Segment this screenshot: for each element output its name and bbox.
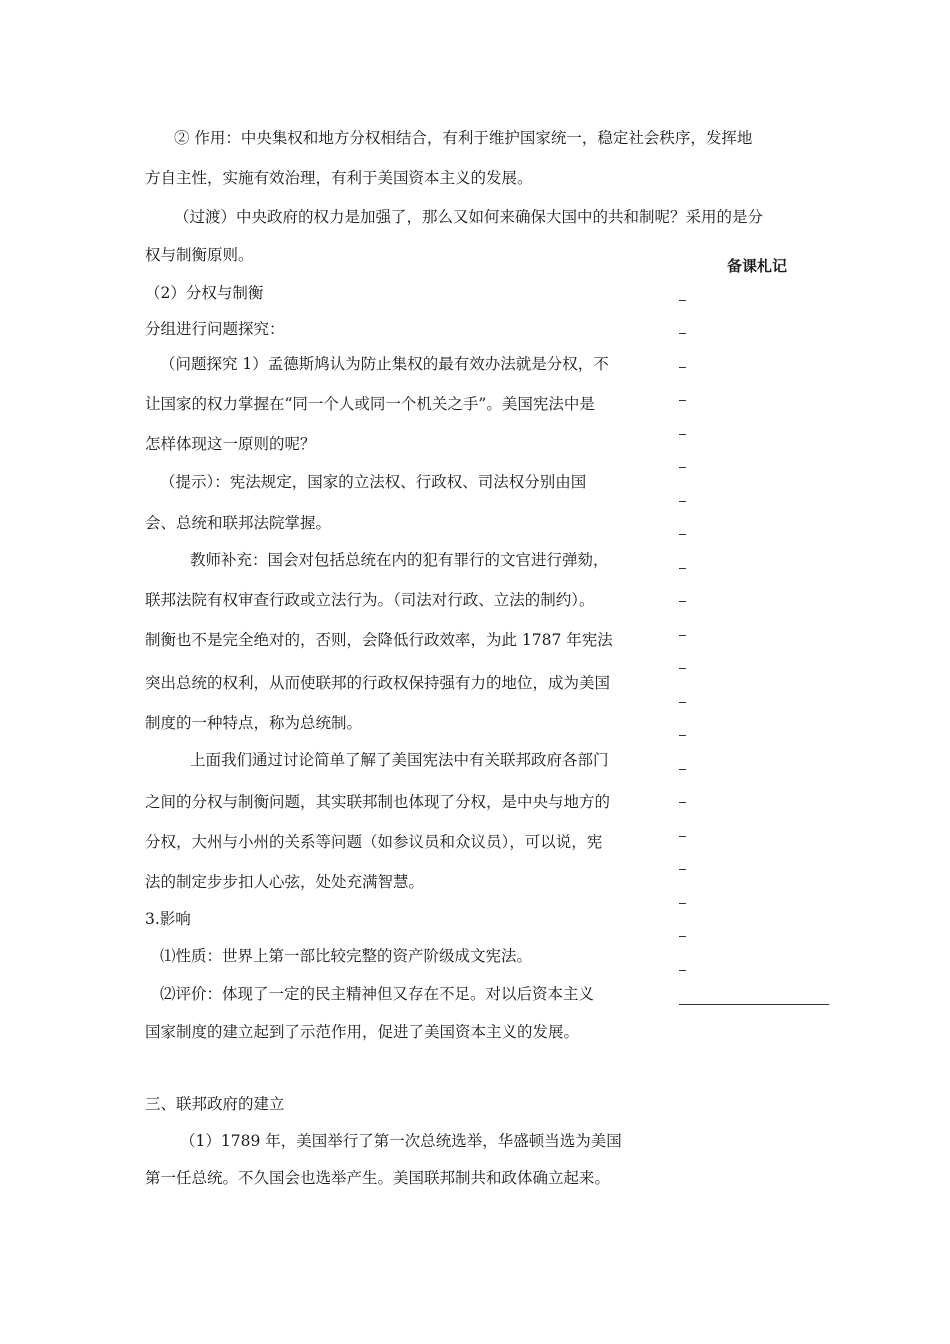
section-heading-federal-government: 三、联邦政府的建立 xyxy=(145,1095,285,1113)
note-line xyxy=(679,367,686,368)
note-line xyxy=(679,568,686,569)
note-line xyxy=(679,668,686,669)
impact-evaluation-line1: ⑵评价：体现了一定的民主精神但又存在不足。对以后资本主义 xyxy=(160,985,595,1003)
para-group-inquiry: 分组进行问题探究： xyxy=(145,320,285,338)
teacher-note-line3: 制衡也不是完全绝对的，否则，会降低行政效率，为此 1787 年宪法 xyxy=(145,631,613,649)
summary-line3: 分权，大州与小州的关系等问题（如参议员和众议员），可以说，宪 xyxy=(145,833,603,851)
note-line xyxy=(679,333,686,334)
impact-evaluation-line2: 国家制度的建立起到了示范作用，促进了美国资本主义的发展。 xyxy=(145,1023,580,1041)
note-line xyxy=(679,735,686,736)
note-line xyxy=(679,467,686,468)
question-1-line1: （问题探究 1）孟德斯鸠认为防止集权的最有效办法就是分权，不 xyxy=(160,355,609,373)
section-heading-separation: （2）分权与制衡 xyxy=(145,284,264,302)
teacher-note-line5: 制度的一种特点，称为总统制。 xyxy=(145,714,363,732)
note-line xyxy=(679,769,686,770)
hint-line1: （提示）：宪法规定，国家的立法权、行政权、司法权分别由国 xyxy=(160,473,587,491)
para-transition-line2: 权与制衡原则。 xyxy=(145,246,254,264)
hint-line2: 会、总统和联邦法院掌握。 xyxy=(145,514,332,532)
note-line xyxy=(679,400,686,401)
question-1-line2: 让国家的权力掌握在“同一个人或同一个机关之手”。美国宪法中是 xyxy=(145,395,595,413)
note-rule xyxy=(679,1004,829,1005)
summary-line4: 法的制定步步扣人心弦，处处充满智慧。 xyxy=(145,873,425,891)
question-1-line3: 怎样体现这一原则的呢？ xyxy=(145,435,316,453)
note-line xyxy=(679,903,686,904)
federal-para-line2: 第一任总统。不久国会也选举产生。美国联邦制共和政体确立起来。 xyxy=(145,1169,611,1187)
note-line xyxy=(679,601,686,602)
note-line xyxy=(679,501,686,502)
note-line xyxy=(679,936,686,937)
note-line xyxy=(679,836,686,837)
note-line xyxy=(679,300,686,301)
para-role-line2: 方自主性，实施有效治理，有利于美国资本主义的发展。 xyxy=(145,169,533,187)
summary-line2: 之间的分权与制衡问题，其实联邦制也体现了分权，是中央与地方的 xyxy=(145,793,611,811)
note-line xyxy=(679,869,686,870)
note-line xyxy=(679,434,686,435)
note-line xyxy=(679,702,686,703)
note-line xyxy=(679,802,686,803)
teacher-note-line4: 突出总统的权利，从而使联邦的行政权保持强有力的地位，成为美国 xyxy=(145,674,611,692)
sidebar-title: 备课札记 xyxy=(727,257,788,275)
impact-nature: ⑴性质：世界上第一部比较完整的资产阶级成文宪法。 xyxy=(160,947,533,965)
para-role-line1: ② 作用：中央集权和地方分权相结合，有利于维护国家统一，稳定社会秩序，发挥地 xyxy=(174,129,753,147)
teacher-note-line1: 教师补充：国会对包括总统在内的犯有罪行的文官进行弹劾， xyxy=(190,551,609,569)
note-line xyxy=(679,970,686,971)
para-transition-line1: （过渡）中央政府的权力是加强了，那么又如何来确保大国中的共和制呢？采用的是分 xyxy=(174,208,764,226)
federal-para-line1: （1）1789 年，美国举行了第一次总统选举，华盛顿当选为美国 xyxy=(180,1132,622,1150)
section-heading-impact: 3.影响 xyxy=(145,910,191,928)
teacher-note-line2: 联邦法院有权审查行政或立法行为。（司法对行政、立法的制约）。 xyxy=(145,591,595,609)
note-line xyxy=(679,534,686,535)
note-line xyxy=(679,635,686,636)
summary-line1: 上面我们通过讨论简单了解了美国宪法中有关联邦政府各部门 xyxy=(190,751,609,769)
